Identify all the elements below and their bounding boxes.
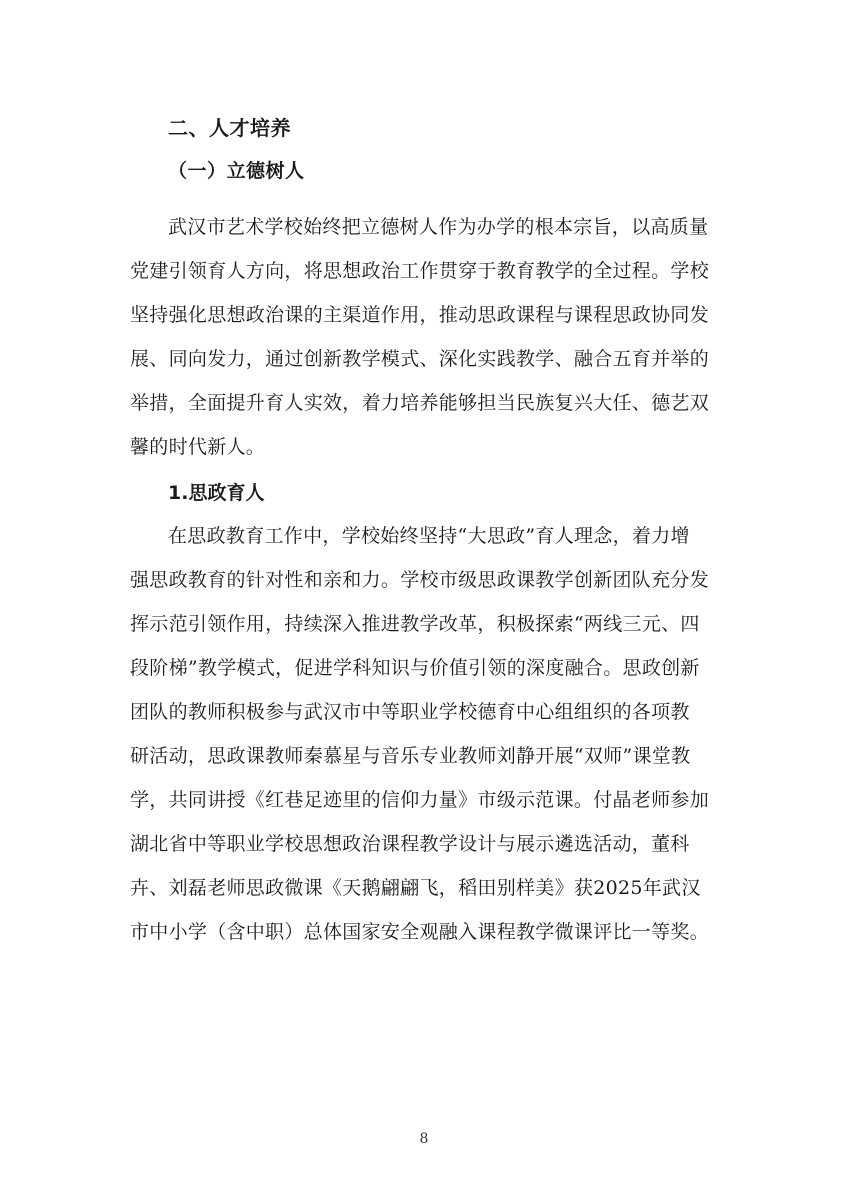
paragraph-line: 市中小学（含中职）总体国家安全观融入课程教学微课评比一等奖。 [130, 921, 710, 943]
paragraph-line: 在思政教育工作中，学校始终坚持“大思政”育人理念，着力增 [168, 525, 690, 547]
paragraph-line: 坚持强化思想政治课的主渠道作用，推动思政课程与课程思政协同发 [130, 304, 710, 326]
paragraph-line: 馨的时代新人。 [130, 436, 266, 458]
paragraph-line: 段阶梯”教学模式，促进学科知识与价值引领的深度融合。思政创新 [130, 657, 700, 679]
paragraph-line: 党建引领育人方向，将思想政治工作贯穿于教育教学的全过程。学校 [130, 260, 710, 282]
paragraph-line: 研活动，思政课教师秦慕星与音乐专业教师刘静开展“双师”课堂教 [130, 745, 691, 767]
section-heading: 二、人才培养 [168, 116, 291, 140]
paragraph-line: 展、同向发力，通过创新教学模式、深化实践教学、融合五育并举的 [130, 348, 710, 370]
subsection-heading: （一）立德树人 [168, 160, 305, 182]
paragraph-line: 学，共同讲授《红巷足迹里的信仰力量》市级示范课。付晶老师参加 [130, 789, 710, 811]
paragraph-line: 湖北省中等职业学校思想政治课程教学设计与展示遴选活动，董科 [130, 833, 690, 855]
page-number: 8 [419, 1131, 429, 1147]
paragraph-line: 团队的教师积极参与武汉市中等职业学校德育中心组组织的各项教 [130, 701, 690, 723]
paragraph-line: 卉、刘磊老师思政微课《天鹅翩翩飞，稻田别样美》获2025年武汉 [130, 877, 701, 899]
paragraph-line: 挥示范引领作用，持续深入推进教学改革，积极探索“两线三元、四 [130, 613, 700, 635]
subsection-title: 1.思政育人 [168, 482, 265, 504]
paragraph-line: 武汉市艺术学校始终把立德树人作为办学的根本宗旨，以高质量 [168, 216, 709, 238]
paragraph-line: 举措，全面提升育人实效，着力培养能够担当民族复兴大任、德艺双 [130, 392, 710, 414]
paragraph-line: 强思政教育的针对性和亲和力。学校市级思政课教学创新团队充分发 [130, 569, 710, 591]
